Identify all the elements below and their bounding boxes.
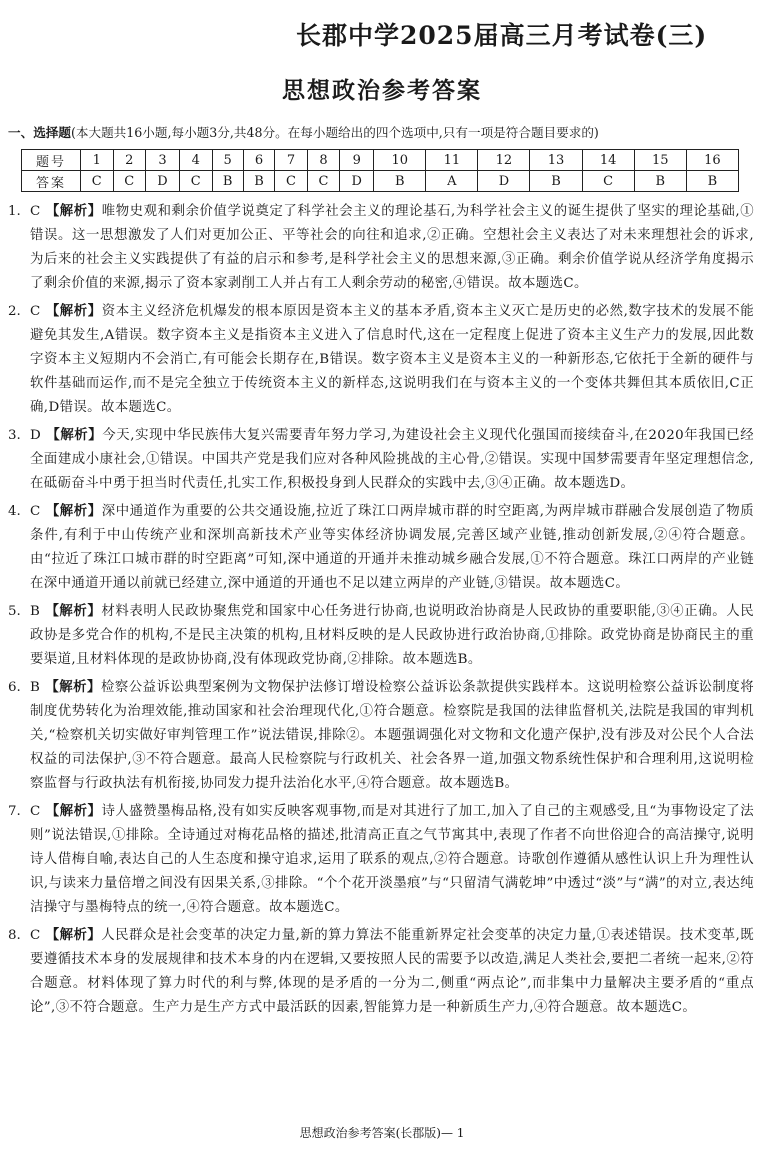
answer-table-answer: D — [340, 171, 374, 192]
analysis-tag: 【解析】 — [45, 504, 102, 519]
answer-table-number: 12 — [478, 150, 530, 171]
answer-table-number: 14 — [582, 150, 634, 171]
explanation-text: 材料表明人民政协聚焦党和国家中心任务进行协商,也说明政治协商是人民政协的重要职能,③④正确。人民政协是多党合作的机构,不是民主决策的机构,且材料反映的是人民政协进行政治协商,①排除。政党协商是协商民主的重要渠道,且材料体现的是政协协商,没有体现政党协商,②排除。故本题选B。 — [30, 604, 754, 667]
explanation-text: 今天,实现中华民族伟大复兴需要青年努力学习,为建设社会主义现代化强国而接续奋斗,在2020年我国已经全面建成小康社会,①错误。中国共产党是我们应对各种风险挑战的主心骨,②错误。实现中国梦需要青年坚定理想信念,在砥砺奋斗中勇于担当时代责任,扎实工作,积极投身到人民群众的实践中去,③④正确。故本题选D。 — [30, 428, 754, 491]
explanation-item — [8, 200, 754, 296]
explanation-item — [8, 300, 754, 420]
answer-table-answer: B — [634, 171, 686, 192]
answer-table-number: 15 — [634, 150, 686, 171]
explanation-text: 资本主义经济危机爆发的根本原因是资本主义的基本矛盾,资本主义灭亡是历史的必然,数字技术的发展不能避免其发生,A错误。数字资本主义是指资本主义进入了信息时代,这在一定程度上促进了资本主义生产力的发展,因此数字资本主义短期内不会消亡,有可能会长期存在,B错误。数字资本主义是资本主义的一种新形态,它依托于全新的硬件与软件基础而运作,而不是完全独立于传统资本主义的新样态,这说明我们在与资本主义的一个变体共舞但其本质依旧,C正确,D错误。故本题选C。 — [30, 304, 754, 415]
answer-table-answer: B — [243, 171, 274, 192]
answer-table-answer: D — [478, 171, 530, 192]
explanation-body — [30, 800, 754, 920]
section-label: 一、选择题 — [8, 125, 71, 140]
answer-table-number-label: 题号 — [22, 150, 81, 171]
analysis-tag: 【解析】 — [45, 804, 102, 819]
answer-choice: B — [30, 680, 41, 695]
answer-choice: B — [30, 604, 41, 619]
explanation-text: 人民群众是社会变革的决定力量,新的算力算法不能重新界定社会变革的决定力量,①表述错误。技术变革,既要遵循技术本身的发展规律和技术本身的内在逻辑,又要按照人民的需要予以改造,满足人类社会,要把二者统一起来,②符合题意。材料体现了算力时代的利与弊,体现的是矛盾的一分为二,侧重“两点论”,而非集中力量解决主要矛盾的“重点论”,③不符合题意。生产力是生产方式中最活跃的因素,智能算力是一种新质生产力,④符合题意。故本题选C。 — [30, 928, 754, 1015]
answer-table-number-row — [22, 150, 739, 171]
answer-table-number: 13 — [530, 150, 582, 171]
question-number: 5. — [8, 604, 21, 619]
explanation-item — [8, 424, 754, 496]
answer-table-number: 4 — [179, 150, 212, 171]
answer-table-number: 7 — [275, 150, 308, 171]
answer-table-number: 6 — [243, 150, 274, 171]
explanation-text: 诗人盛赞墨梅品格,没有如实反映客观事物,而是对其进行了加工,加入了自己的主观感受,且“为事物设定了法则”说法错误,①排除。全诗通过对梅花品格的描述,批清高正直之气节寓其中,表现了作者不向世俗迎合的高洁操守,说明诗人借梅自喻,表达自己的人生态度和操守追求,运用了联系的观点,②符合题意。诗歌创作遵循从感性认识上升为理性认识,与读来力量倍增之间没有因果关系,③排除。“个个花开淡墨痕”与“只留清气满乾坤”中透过“淡”与“满”的对立,表达纯洁操守与墨梅特点的统一,④符合题意。故本题选C。 — [30, 804, 754, 915]
explanation-body — [30, 676, 754, 796]
answer-table-answer: C — [582, 171, 634, 192]
analysis-tag: 【解析】 — [46, 428, 103, 443]
answer-table-answer: B — [374, 171, 426, 192]
answer-choice: C — [30, 304, 41, 319]
explanation-body — [30, 424, 754, 496]
answer-table-answer: B — [686, 171, 738, 192]
answer-choice: C — [30, 804, 41, 819]
answer-choice: C — [30, 204, 41, 219]
answer-table-number: 11 — [426, 150, 478, 171]
explanation-item — [8, 800, 754, 920]
analysis-tag: 【解析】 — [45, 204, 102, 219]
question-number: 1. — [8, 204, 21, 219]
answer-table-answer: B — [212, 171, 243, 192]
answer-table-answer: B — [530, 171, 582, 192]
answer-choice: D — [30, 428, 42, 443]
question-number: 4. — [8, 504, 21, 519]
explanation-body — [30, 924, 754, 1020]
analysis-tag: 【解析】 — [45, 680, 101, 695]
answer-table-number: 5 — [212, 150, 243, 171]
question-number: 3. — [8, 428, 21, 443]
answer-table-answer-row — [22, 171, 739, 192]
answer-table-answer-label: 答案 — [22, 171, 81, 192]
question-number: 8. — [8, 928, 21, 943]
answer-table-answer: C — [179, 171, 212, 192]
answer-table-number: 8 — [307, 150, 340, 171]
answer-table-answer: C — [113, 171, 146, 192]
answer-table-answer: C — [81, 171, 114, 192]
explanation-body — [30, 500, 754, 596]
explanation-text: 检察公益诉讼典型案例为文物保护法修订增设检察公益诉讼条款提供实践样本。这说明检察公益诉讼制度将制度优势转化为治理效能,推动国家和社会治理现代化,①符合题意。检察院是我国的法律监督机关,法院是我国的审判机关,“检察机关切实做好审判管理工作”说法错误,排除②。本题强调强化对文物和文化遗产保护,没有涉及对公民个人合法权益的司法保护,③不符合题意。最高人民检察院与行政机关、社会各界一道,加强文物系统性保护和合理利用,这说明检察监督与行政执法有机衔接,协同发力提升法治化水平,④符合题意。故本题选B。 — [30, 680, 754, 791]
section-instructions: (本大题共16小题,每小题3分,共48分。在每小题给出的四个选项中,只有一项是符合题目要求的) — [70, 125, 599, 140]
answer-table-answer: D — [146, 171, 180, 192]
question-number: 6. — [8, 680, 21, 695]
answer-table-number: 2 — [113, 150, 146, 171]
explanation-body — [30, 300, 754, 420]
explanations-list — [8, 200, 754, 1024]
answer-table-number: 10 — [374, 150, 426, 171]
section-heading — [8, 122, 599, 141]
answer-table-answer: C — [307, 171, 340, 192]
explanation-text: 唯物史观和剩余价值学说奠定了科学社会主义的理论基石,为科学社会主义的诞生提供了坚实的理论基础,①错误。这一思想激发了人们对更加公正、平等社会的向往和追求,②正确。空想社会主义表达了对未来理想社会的诉求,为后来的社会主义实践提供了有益的启示和参考,是科学社会主义的思想来源,③正确。剩余价值学说从经济学角度揭示了剩余价值的来源,揭示了资本家剥削工人并占有工人剩余劳动的秘密,④错误。故本题选C。 — [30, 204, 754, 291]
analysis-tag: 【解析】 — [45, 928, 102, 943]
answer-table-number: 9 — [340, 150, 374, 171]
answer-choice: C — [30, 504, 41, 519]
explanation-body — [30, 200, 754, 296]
answer-table-number: 3 — [146, 150, 180, 171]
explanation-item — [8, 924, 754, 1020]
answer-table-number: 16 — [686, 150, 738, 171]
page-footer: 思想政治参考答案(长郡版)— 1 — [299, 1126, 465, 1140]
explanation-text: 深中通道作为重要的公共交通设施,拉近了珠江口两岸城市群的时空距离,为两岸城市群融合发展创造了物质条件,有利于中山传统产业和深圳高新技术产业等实体经济协调发展,完善区域产业链,推动创新发展,②④符合题意。由“拉近了珠江口城市群的时空距离”可知,深中通道的开通并未推动城乡融合发展,①不符合题意。珠江口两岸的产业链在深中通道开通以前就已经建立,深中通道的开通也不足以建立两岸的产业链,③错误。故本题选C。 — [30, 504, 754, 591]
analysis-tag: 【解析】 — [45, 604, 102, 619]
page-subtitle: 思想政治参考答案 — [282, 78, 482, 104]
answer-table-number: 1 — [81, 150, 114, 171]
exam-title: 长郡中学2025届高三月考试卷(三) — [296, 21, 708, 50]
question-number: 7. — [8, 804, 21, 819]
answer-choice: C — [30, 928, 41, 943]
explanation-item — [8, 676, 754, 796]
explanation-item — [8, 600, 754, 672]
explanation-body — [30, 600, 754, 672]
answer-table-answer: C — [275, 171, 308, 192]
question-number: 2. — [8, 304, 21, 319]
analysis-tag: 【解析】 — [45, 304, 102, 319]
answer-table — [21, 149, 739, 192]
answer-table-answer: A — [426, 171, 478, 192]
explanation-item — [8, 500, 754, 596]
